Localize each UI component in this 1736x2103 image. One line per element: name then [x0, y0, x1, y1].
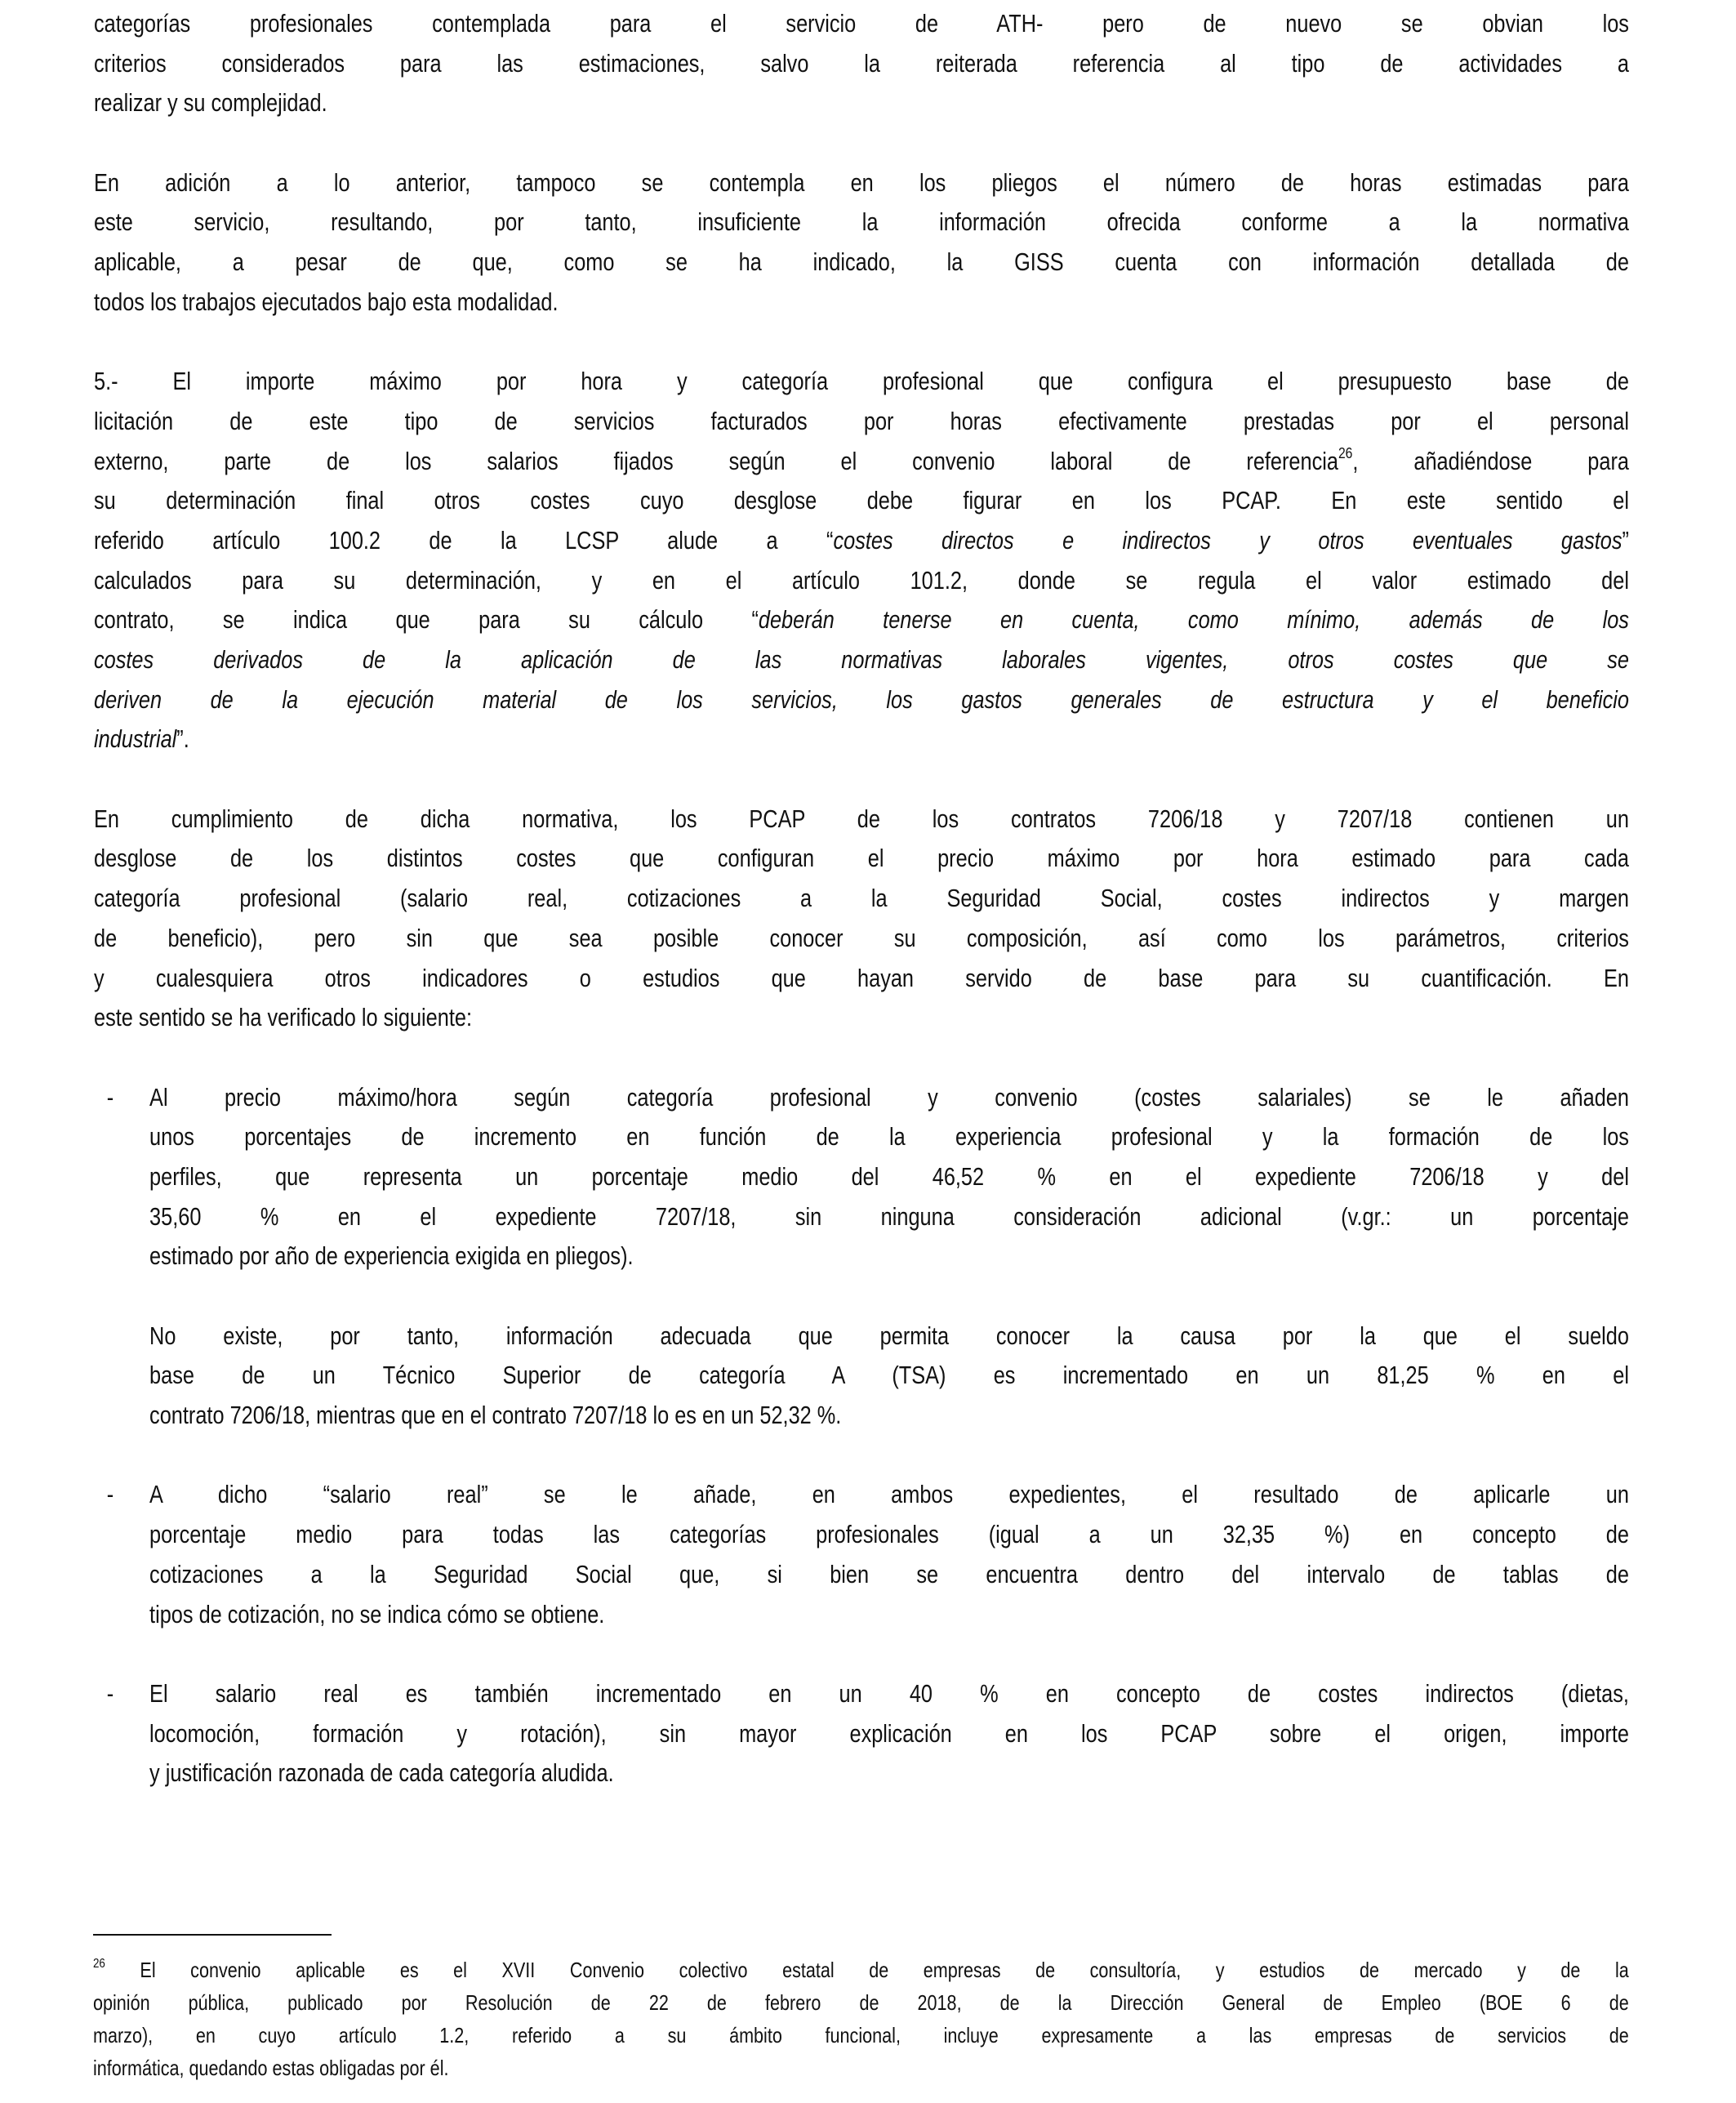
- bullet-dash: -: [106, 1083, 114, 1112]
- text-run: En cumplimiento de dicha normativa, los PCAP de los contratos 7206/18 y 7207/18 contienen un: [94, 804, 1629, 833]
- text-run: todos los trabajos ejecutados bajo esta modalidad.: [94, 287, 559, 316]
- text-run: estimado por año de experiencia exigida en pliegos).: [149, 1242, 634, 1271]
- bullet-item: [106, 1674, 1629, 1793]
- text-run: El salario real es también incrementado en un 40 % en concepto de costes indirectos (dietas,: [149, 1679, 1629, 1708]
- text-run: No existe, por tanto, información adecuada que permita conocer la causa por la que el sueldo: [149, 1321, 1629, 1350]
- footnote-reference: 26: [93, 1955, 105, 1971]
- text-line: [94, 959, 1629, 999]
- paragraph: [94, 163, 1629, 323]
- bullet-item: [106, 1078, 1629, 1277]
- paragraph: [94, 362, 1629, 760]
- text-line: [94, 83, 1629, 123]
- text-line: [149, 1475, 1629, 1515]
- text-line: [94, 998, 1629, 1038]
- bullet-dash: -: [106, 1481, 114, 1509]
- paragraph: [94, 800, 1629, 1038]
- italic-quote: deriven de la ejecución material de los servicios, los gastos generales de estructura y el beneficio: [94, 685, 1629, 714]
- text-line: [94, 481, 1629, 521]
- text-line: [93, 1954, 1629, 1986]
- text-line: [94, 919, 1629, 959]
- text-line: [94, 561, 1629, 601]
- text-run: de beneficio), pero sin que sea posible conocer su composición, así como los parámetros, criterios: [94, 924, 1629, 952]
- text-run: contrato, se indica que para su cálculo “: [94, 606, 759, 635]
- text-line: [149, 1157, 1629, 1197]
- text-line: [149, 1595, 1629, 1635]
- text-line: [94, 800, 1629, 840]
- text-run: referido artículo 100.2 de la LCSP alude a “: [94, 526, 834, 555]
- text-run: y justificación razonada de cada categoría aludida.: [149, 1759, 614, 1788]
- text-line: [94, 163, 1629, 203]
- text-run: categoría profesional (salario real, cotizaciones a la Seguridad Social, costes indirectos y margen: [94, 884, 1629, 913]
- text-run: 5.- El importe máximo por hora y categoría profesional que configura el presupuesto base de: [94, 368, 1629, 396]
- text-run: , añadiéndose para: [1352, 447, 1629, 475]
- bullet-item: [106, 1475, 1629, 1634]
- text-run: ”: [1622, 526, 1629, 555]
- italic-quote: costes directos e indirectos y otros eventuales gastos: [833, 526, 1622, 555]
- footnote-reference: 26: [1338, 444, 1353, 462]
- paragraph: [94, 4, 1629, 123]
- text-run: El convenio aplicable es el XVII Convenio colectivo estatal de empresas de consultoría, y estudios de mercado y de la: [105, 1958, 1629, 1982]
- footnote: [93, 1954, 1629, 2084]
- text-line: [94, 402, 1629, 442]
- text-run: licitación de este tipo de servicios facturados por horas efectivamente prestadas por el personal: [94, 407, 1629, 435]
- text-run: desglose de los distintos costes que configuran el precio máximo por hora estimado para cada: [94, 844, 1629, 873]
- text-run: perfiles, que representa un porcentaje medio del 46,52 % en el expediente 7206/18 y del: [149, 1162, 1629, 1191]
- text-run: y cualesquiera otros indicadores o estudios que hayan servido de base para su cuantificación. En: [94, 964, 1629, 992]
- text-line: [149, 1197, 1629, 1237]
- text-run: marzo), en cuyo artículo 1.2, referido a su ámbito funcional, incluye expresamente a las empresas de servicios de: [93, 2023, 1629, 2047]
- text-run: En adición a lo anterior, tampoco se contempla en los pliegos el número de horas estimadas para: [94, 168, 1629, 197]
- text-line: [149, 1078, 1629, 1118]
- text-run: porcentaje medio para todas las categorías profesionales (igual a un 32,35 %) en concepto de: [149, 1521, 1629, 1549]
- text-line: [94, 640, 1629, 680]
- text-run: ”.: [176, 725, 189, 754]
- text-run: 35,60 % en el expediente 7207/18, sin ninguna consideración adicional (v.gr.: un porcentaje: [149, 1202, 1629, 1231]
- text-line: [94, 362, 1629, 402]
- text-run: realizar y su complejidad.: [94, 89, 327, 118]
- text-line: [93, 2019, 1629, 2052]
- italic-quote: costes derivados de la aplicación de las normativas laborales vigentes, otros costes que se: [94, 646, 1629, 674]
- text-run: Al precio máximo/hora según categoría profesional y convenio (costes salariales) se le añaden: [149, 1083, 1629, 1112]
- text-run: unos porcentajes de incremento en función de la experiencia profesional y la formación de los: [149, 1123, 1629, 1152]
- text-run: categorías profesionales contemplada para el servicio de ATH- pero de nuevo se obvian los: [94, 10, 1629, 38]
- text-line: [94, 44, 1629, 84]
- text-line: [94, 442, 1629, 482]
- text-run: su determinación final otros costes cuyo desglose debe figurar en los PCAP. En este sentido el: [94, 487, 1629, 515]
- text-line: [149, 1396, 1629, 1436]
- text-run: criterios considerados para las estimaciones, salvo la reiterada referencia al tipo de actividades a: [94, 49, 1629, 78]
- text-run: tipos de cotización, no se indica cómo se obtiene.: [149, 1600, 605, 1628]
- text-line: [94, 839, 1629, 879]
- text-line: [93, 1986, 1629, 2019]
- text-line: [94, 521, 1629, 561]
- text-line: [149, 1236, 1629, 1277]
- document-body: [94, 4, 1629, 1833]
- text-line: [94, 243, 1629, 283]
- text-run: calculados para su determinación, y en el artículo 101.2, donde se regula el valor estimado del: [94, 566, 1629, 595]
- text-line: [94, 879, 1629, 919]
- text-line: [149, 1317, 1629, 1357]
- text-run: base de un Técnico Superior de categoría A (TSA) es incrementado en un 81,25 % en el: [149, 1361, 1629, 1390]
- text-run: aplicable, a pesar de que, como se ha indicado, la GISS cuenta con información detallada de: [94, 248, 1629, 277]
- text-line: [149, 1356, 1629, 1396]
- text-line: [93, 2052, 1629, 2084]
- text-line: [149, 1555, 1629, 1595]
- indented-paragraph: [149, 1317, 1629, 1436]
- italic-quote: industrial: [94, 725, 177, 754]
- text-line: [94, 203, 1629, 243]
- text-line: [149, 1714, 1629, 1754]
- text-line: [149, 1753, 1629, 1793]
- text-line: [94, 680, 1629, 720]
- text-line: [94, 720, 1629, 760]
- text-line: [94, 600, 1629, 640]
- italic-quote: deberán tenerse en cuenta, como mínimo, además de los: [758, 606, 1629, 635]
- text-run: A dicho “salario real” se le añade, en ambos expedientes, el resultado de aplicarle un: [149, 1481, 1629, 1509]
- bullet-dash: -: [106, 1679, 114, 1708]
- text-line: [94, 283, 1629, 323]
- text-run: opinión pública, publicado por Resolución de 22 de febrero de 2018, de la Dirección General de Empleo (BOE 6 de: [93, 1990, 1629, 2015]
- text-line: [94, 4, 1629, 44]
- text-run: externo, parte de los salarios fijados según el convenio laboral de referencia: [94, 447, 1338, 475]
- text-run: informática, quedando estas obligadas por él.: [93, 2056, 449, 2080]
- text-run: locomoción, formación y rotación), sin mayor explicación en los PCAP sobre el origen, importe: [149, 1719, 1629, 1748]
- text-run: contrato 7206/18, mientras que en el contrato 7207/18 lo es en un 52,32 %.: [149, 1401, 842, 1430]
- text-line: [149, 1117, 1629, 1157]
- footnote-separator: [93, 1934, 332, 1936]
- text-run: este servicio, resultando, por tanto, insuficiente la información ofrecida conforme a la normativa: [94, 208, 1629, 237]
- text-run: cotizaciones a la Seguridad Social que, si bien se encuentra dentro del intervalo de tablas de: [149, 1560, 1629, 1588]
- text-line: [149, 1515, 1629, 1555]
- text-run: este sentido se ha verificado lo siguiente:: [94, 1004, 472, 1032]
- text-line: [149, 1674, 1629, 1714]
